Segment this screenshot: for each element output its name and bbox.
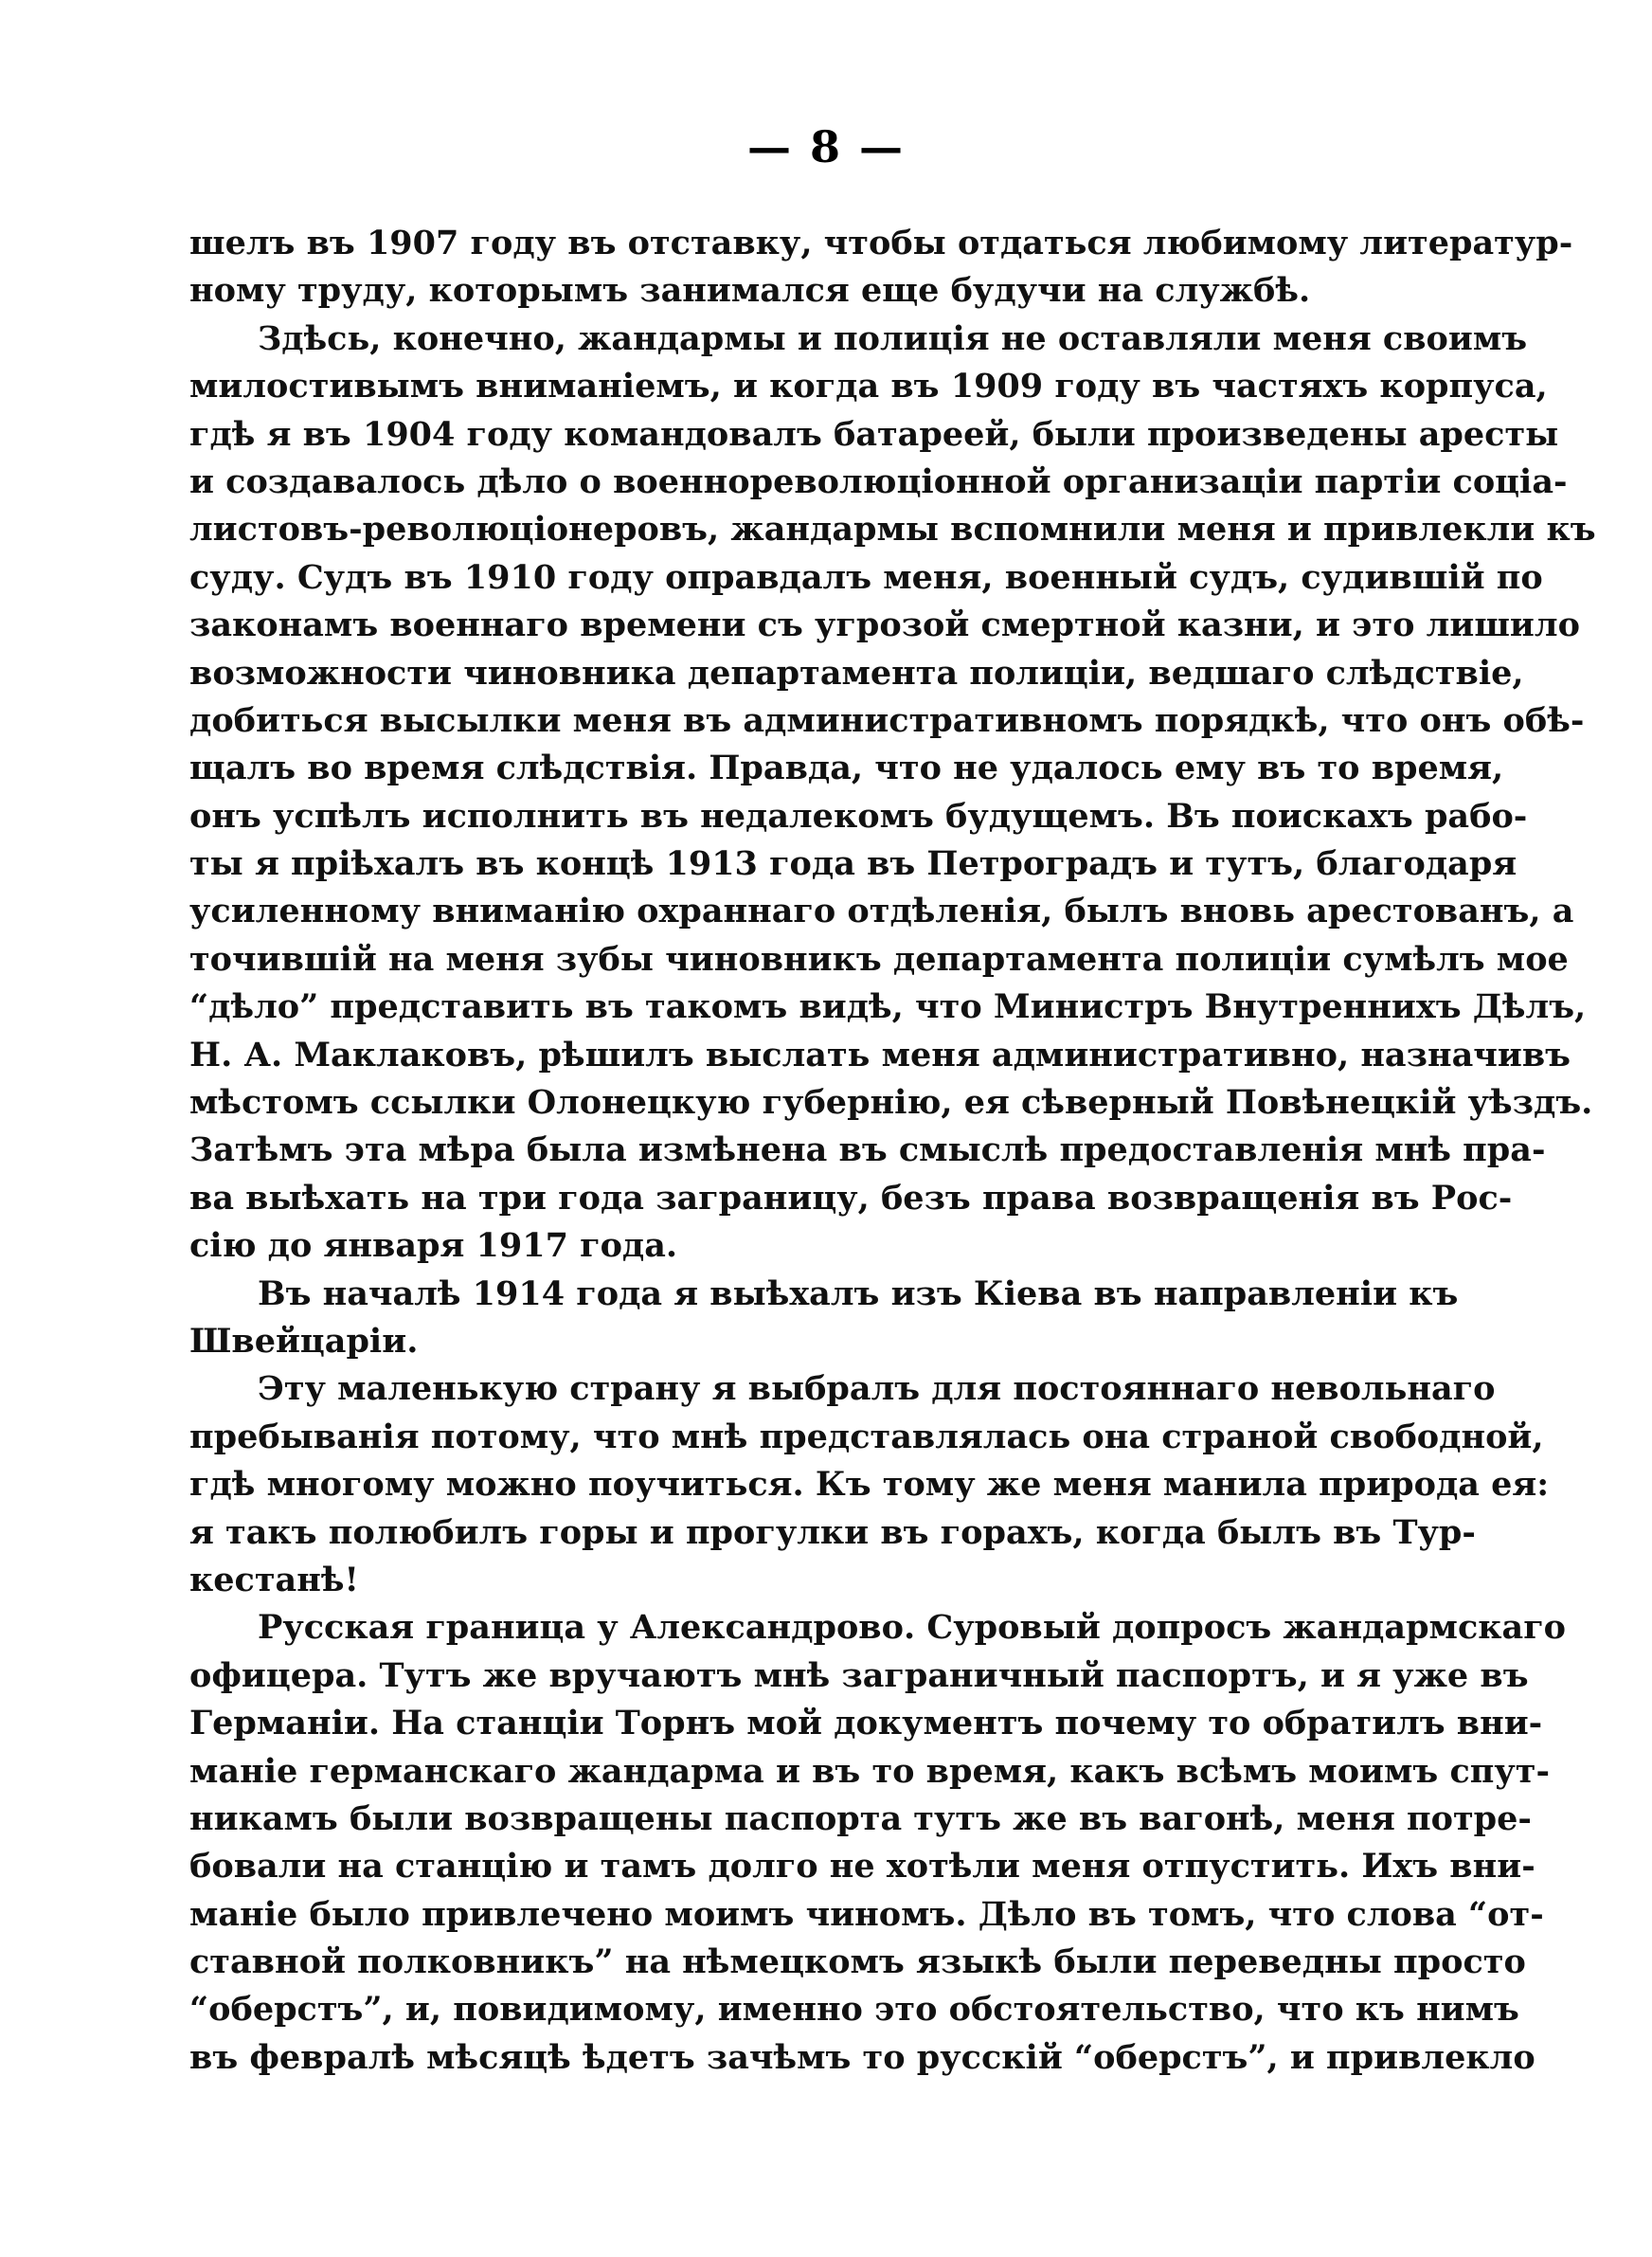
text-line: щалъ во время слѣдствія. Правда, что не удалось ему въ то время, bbox=[189, 749, 1504, 788]
text-line: возможности чиновника департамента полиціи, ведшаго слѣдствіе, bbox=[189, 653, 1524, 693]
text-line: ставной полковникъ” на нѣмецкомъ языкѣ были переведны просто bbox=[189, 1942, 1526, 1982]
text-line: ному труду, которымъ занимался еще будучи на службѣ. bbox=[189, 271, 1311, 311]
text-line: усиленному вниманію охраннаго отдѣленія, былъ вновь арестованъ, а bbox=[189, 892, 1574, 931]
paragraph bbox=[189, 1604, 1566, 2082]
text-line: кестанѣ! bbox=[189, 1560, 359, 1599]
text-line: добиться высылки меня въ административномъ порядкѣ, что онъ обѣ- bbox=[189, 700, 1585, 740]
text-line: пребыванія потому, что мнѣ представлялась она страной свободной, bbox=[189, 1417, 1544, 1456]
text-line: суду. Судъ въ 1910 году оправдалъ меня, военный судъ, судившій по bbox=[189, 557, 1543, 597]
text-line: и создавалось дѣло о военнореволюціонной организаціи партіи соціа- bbox=[189, 461, 1568, 501]
text-line: гдѣ многому можно поучиться. Къ тому же меня манила природа ея: bbox=[189, 1465, 1550, 1505]
text-line: листовъ-революціонеровъ, жандармы вспомнили меня и привлекли къ bbox=[189, 510, 1596, 550]
text-line: ты я пріѣхалъ въ концѣ 1913 года въ Петроградъ и тутъ, благодаря bbox=[189, 844, 1517, 884]
text-line: шелъ въ 1907 году въ отставку, чтобы отдаться любимому литератур- bbox=[189, 224, 1573, 262]
text-line: офицера. Тутъ же вручаютъ мнѣ заграничный паспортъ, и я уже въ bbox=[189, 1655, 1529, 1695]
text-line: я такъ полюбилъ горы и прогулки въ горахъ, когда былъ въ Тур- bbox=[189, 1512, 1476, 1552]
text-line: бовали на станцію и тамъ долго не хотѣли меня отпустить. Ихъ вни- bbox=[189, 1847, 1535, 1887]
text-line: Эту маленькую страну я выбралъ для постояннаго невольнаго bbox=[258, 1369, 1496, 1409]
text-line: маніе германскаго жандарма и въ то время, какъ всѣмъ моимъ спут- bbox=[189, 1751, 1550, 1791]
text-line: въ февралѣ мѣсяцѣ ѣдетъ зачѣмъ то русскій “оберстъ”, и привлекло bbox=[189, 2037, 1535, 2077]
text-line: Швейцаріи. bbox=[189, 1321, 419, 1361]
paragraph bbox=[189, 220, 1573, 316]
text-line: Здѣсь, конечно, жандармы и полиція не оставляли меня своимъ bbox=[258, 318, 1528, 358]
text-line: Въ началѣ 1914 года я выѣхалъ изъ Кіева въ направленіи къ bbox=[258, 1273, 1459, 1313]
text-line: “дѣло” представить въ такомъ видѣ, что Министръ Внутреннихъ Дѣлъ, bbox=[189, 987, 1587, 1027]
text-line: Н. А. Маклаковъ, рѣшилъ выслать меня административно, назначивъ bbox=[189, 1035, 1571, 1074]
paragraph bbox=[189, 316, 1596, 1271]
text-line: сію до января 1917 года. bbox=[189, 1226, 678, 1266]
text-line: Затѣмъ эта мѣра была измѣнена въ смыслѣ предоставленія мнѣ пра- bbox=[189, 1130, 1546, 1170]
paragraph bbox=[189, 1271, 1459, 1366]
text-line: онъ успѣлъ исполнить въ недалекомъ будущемъ. Въ поискахъ рабо- bbox=[189, 796, 1528, 836]
text-line: никамъ были возвращены паспорта тутъ же въ вагонѣ, меня потре- bbox=[189, 1798, 1532, 1838]
paragraph bbox=[189, 1365, 1550, 1604]
text-line: законамъ военнаго времени съ угрозой смертной казни, и это лишило bbox=[189, 605, 1580, 645]
text-line: милостивымъ вниманіемъ, и когда въ 1909 году въ частяхъ корпуса, bbox=[189, 367, 1548, 406]
text-line: ва выѣхать на три года заграницу, безъ права возвращенія въ Рос- bbox=[189, 1178, 1513, 1218]
text-line: точившій на меня зубы чиновникъ департамента полиціи сумѣлъ мое bbox=[189, 939, 1569, 979]
page-number: — 8 — bbox=[746, 121, 906, 172]
text-line: “оберстъ”, и, повидимому, именно это обстоятельство, что къ нимъ bbox=[189, 1990, 1519, 2030]
text-line: маніе было привлечено моимъ чиномъ. Дѣло въ томъ, что слова “от- bbox=[189, 1894, 1544, 1934]
text-line: Русская граница у Александрово. Суровый допросъ жандармскаго bbox=[258, 1608, 1566, 1648]
text-line: гдѣ я въ 1904 году командовалъ батареей, были произведены аресты bbox=[189, 414, 1559, 454]
text-line: мѣстомъ ссылки Олонецкую губернію, ея сѣверный Повѣнецкій уѣздъ. bbox=[189, 1083, 1593, 1123]
body-text bbox=[189, 220, 1596, 2082]
text-line: Германіи. На станціи Торнъ мой документъ почему то обратилъ вни- bbox=[189, 1704, 1543, 1743]
